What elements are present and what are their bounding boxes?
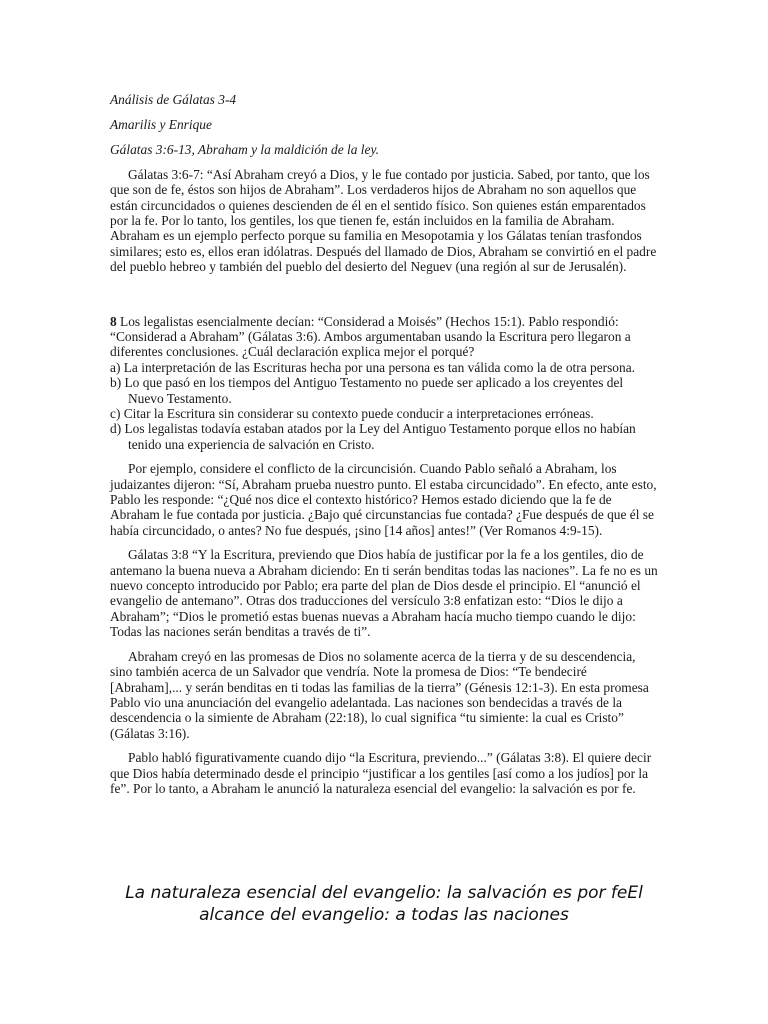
question-option-c: c) Citar la Escritura sin considerar su contexto puede conducir a interpretaciones erróneas.: [110, 406, 594, 421]
question-number: 8: [110, 313, 117, 329]
document-title: Análisis de Gálatas 3-4: [110, 92, 237, 107]
document-body: [110, 92, 658, 805]
closing-heading: [0, 882, 768, 926]
question-option-a: a) La interpretación de las Escrituras hecha por una persona es tan válida como la de otra persona.: [110, 359, 635, 375]
intro-paragraph: Gálatas 3:6-7: “Así Abraham creyó a Dios, y le fue contado por justicia. Sabed, por tanto, que los que son de fe, éstos son hijos de Abraham”. Los verdaderos hijos de Abraham no son aquellos que están circuncidados o quienes descienden de él en el sentido físico. Son quienes están emparentados por la fe. Por lo tanto, los gentiles, los que tienen fe, están incluidos en la familia de Abraham. Abraham es un ejemplo perfecto porque su familia en Mesopotamia y los Gálatas tenían trasfondos similares; esto es, ellos eran idólatras. Después del llamado de Dios, Abraham se convirtió en el padre del pueblo hebreo y también del pueblo del desierto del Neguev (una región al sur de Jerusalén).: [110, 166, 657, 275]
closing-line-1: La naturaleza esencial del evangelio: la salvación es por feEl: [125, 883, 643, 903]
question-option-b: b) Lo que pasó en los tiempos del Antiguo Testamento no puede ser aplicado a los creyentes del Nuevo Testamento.: [110, 375, 624, 406]
section-gap: [110, 284, 658, 314]
question-stem: [110, 314, 658, 360]
closing-line-2: alcance del evangelio: a todas las naciones: [199, 905, 569, 925]
document-authors: Amarilis y Enrique: [110, 116, 212, 132]
paragraph-figurative: Pablo habló figurativamente cuando dijo “la Escritura, previendo...” (Gálatas 3:8). El quiere decir que Dios había determinado desde el principio “justificar a los gentiles [así como a los judíos] por la fe”. Por lo tanto, a Abraham le anunció la naturaleza esencial del evangelio: la salvación es por fe.: [110, 750, 652, 796]
paragraph-abraham-promises: Abraham creyó en las promesas de Dios no solamente acerca de la tierra y de su descendencia, sino también acerca de un Salvador que vendría. Note la promesa de Dios: “Te bendeciré [Abraham],... y serán benditas en ti todas las familias de la tierra” (Génesis 12:1-3). En esta promesa Pablo vio una anunciación del evangelio adelantada. Las naciones son bendecidas a través de la descendencia o la simiente de Abraham (22:18), lo cual significa “tu simiente: la cual es Cristo” (Gálatas 3:16).: [110, 648, 649, 741]
question-option-d: d) Los legalistas todavía estaban atados por la Ley del Antiguo Testamento porque ellos no habían tenido una experiencia de salvación en Cristo.: [110, 421, 636, 452]
question-text: Los legalistas esencialmente decían: “Considerad a Moisés” (Hechos 15:1). Pablo respondió: “Considerad a Abraham” (Gálatas 3:6). Ambos argumentaban usando la Escritura pero llegaron a diferentes conclusiones. ¿Cuál declaración explica mejor el porqué?: [110, 313, 631, 360]
section-heading: Gálatas 3:6-13, Abraham y la maldición de la ley.: [110, 141, 380, 157]
paragraph-circumcision: Por ejemplo, considere el conflicto de la circuncisión. Cuando Pablo señaló a Abraham, los judaizantes dijeron: “Sí, Abraham prueba nuestro punto. El estaba circuncidado”. En efecto, ante esto, Pablo les responde: “¿Qué nos dice el contexto histórico? Hemos estado diciendo que la fe de Abraham le fue contada por justicia. ¿Bajo qué circunstancias fue contada? ¿Fue después de que él se había circuncidado, o antes? No fue después, ¡sino [14 años] antes!” (Ver Romanos 4:9-15).: [110, 461, 657, 538]
question-block: [110, 314, 658, 453]
paragraph-galatas-3-8: Gálatas 3:8 “Y la Escritura, previendo que Dios había de justificar por la fe a los gentiles, dio de antemano la buena nueva a Abraham diciendo: En ti serán benditas todas las naciones”. La fe no es un nuevo concepto introducido por Pablo; era parte del plan de Dios desde el principio. El “anunció el evangelio de antemano”. Otras dos traducciones del versículo 3:8 enfatizan esto: “Dios le dijo a Abraham”; “Dios le prometió estas buenas nuevas a Abraham hacía mucho tiempo cuando le dijo: Todas las naciones serán benditas a través de ti”.: [110, 547, 658, 640]
